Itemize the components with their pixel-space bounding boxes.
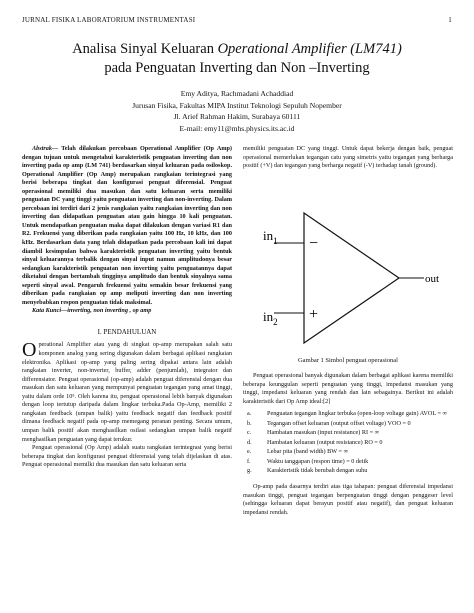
list-item: d. Hambatan keluaran (output resistance) RO = 0: [247, 438, 383, 446]
list-item: a. Penguatan tegangan lingkar terbuka (open-loop voltage gain) AVOL = ∞: [247, 410, 447, 418]
opamp-symbol-figure: [249, 198, 449, 358]
opamp-stages-paragraph: Op-amp pada dasarnya terdiri atas tiga tahapan: penguat diferensial impedansi masukan tinggi, penguat tegangan berpenguatan tinggi dengan penggeser level (sehingga keluaran dapat berayun positif atau negatif), dan penguat keluaran impedansi rendah.: [243, 483, 453, 516]
right-column-top: [243, 145, 453, 171]
section-heading: I. PENDAHULUAN: [97, 327, 157, 336]
abstract: [22, 145, 232, 307]
title-line1-italic: Operational Amplifier (LM741): [217, 41, 402, 57]
list-item: c. Hambatan masukan (input resistance) RI = ∞: [247, 429, 380, 437]
keywords: Kata Kunci—inverting, non inverting , op amp: [32, 307, 152, 315]
email: E-mail: emy11@mhs.physics.its.ac.id: [179, 123, 295, 133]
author-block: [0, 88, 474, 134]
journal-name: JURNAL FISIKA LABORATORIUM INSTRUMENTASI: [22, 16, 196, 24]
intro-continuation: memiliki penguatan DC yang tinggi. Untuk dapat bekerja dengan baik, penguat operasional memerlukan tegangan catu yang simetris yaitu tegangan yang berharga positif (+V) dan tegangan yang berharga negatif (-V) terhadap tanah (ground).: [243, 145, 453, 170]
running-header: [22, 16, 452, 24]
list-item: b. Tegangan offset keluaran (output offset voltage) VOO = 0: [247, 419, 411, 427]
right-column-bottom: [243, 372, 453, 517]
page-number: 1: [448, 16, 452, 24]
figure-caption: Gambar 1 Simbol penguat operasional: [297, 357, 398, 364]
address: Jl. Arief Rahman Hakim, Surabaya 60111: [173, 112, 301, 122]
list-item: e. Lebar pita (band width) BW = ∞: [247, 448, 348, 456]
input2-label: $in_2$: [263, 309, 278, 327]
title-line1: Analisa Sinyal Keluaran: [72, 41, 218, 57]
abstract-text: Telah dilakukan percobaan Operational Amplifier (Op Amp) dengan tujuan untuk mengetahui karakteristik penguatan inverting dan non inverting pada op amp (LM 741) berdasarkan sinyal keluaran pada osiloskop. Operational Amplifier (Op Amp) merupakan rangkaian terintegrasi yang berisi beberapa tingkat dan konfigurasi penguat diferensial. Penguat operasional memiliki dua masukan dan satu keluaran serta memiliki penguatan DC yang tinggi yaitu penguatan inverting dan non-inverting. Dalam percobaan ini terdiri dari 2 jenis rangkaian yaitu rangkaian inverting dan non inverting dan didapatkan penguatan atau gain hingga 10 kali penguatan. Untuk mendapatkan penguatan maka dapat dilakukan dengan variasi R1 dan R2. Frekuensi yang diberikan pada rangkaian yaitu 100 Hz, 10 kHz, dan 100 kHz. Berdasarkan data yang telah didapatkan pada percobaan kali ini dapat diambil kesimpulan bahwa karakteristik penguatan inverting yaitu bentuk sinyal keluarannya terbalik dengan sinyal input namun amplitudonya besar sedangkan karakteristik penguatan non inverting yaitu penguatannya dapat diketahui dengan bertambah tingginya amplitudo dan bentuk sinyalnya sama seperti sinyal awal. Pengaruh frekuensi yaitu semakin besar frekuensi yang diberikan pada rangkaian op amp meliputi inverting dan non inverting menyebabkan respon penguatan tidak maksimal.: [22, 145, 232, 306]
author-names: Emy Aditya, Rachmadani Achaddiad: [180, 89, 294, 98]
intro-paragraph-2: Penguat operasional (Op Amp) adalah suatu rangkaian terintegrasi yang berisi beberapa tingkat dan konfigurasi penguat diferensial yang telah dijelaskan di atas. Penguat operasional memilki dua masukan dan satu keluaran serta: [22, 444, 232, 469]
inverting-sign: −: [309, 235, 319, 252]
output-label: out: [425, 273, 440, 285]
ideal-intro-paragraph: Penguat operasional banyak digunakan dalam berbagai aplikasi karena memiliki beberapa keunggulan seperti penguatan yang tinggi, impedansi masukan yang tinggi, impedansi keluaran yang rendah dan lain sebagainya. Berikut ini adalah karakteristik dari Op Amp ideal:[2]: [243, 372, 453, 405]
ideal-characteristics-list: [243, 410, 453, 476]
input1-label: $in_1$: [263, 228, 278, 246]
title-line2: pada Penguatan Inverting dan Non –Inverting: [104, 60, 370, 76]
abstract-label: Abstrak—: [32, 145, 59, 152]
drop-cap: O: [22, 339, 37, 362]
intro-paragraph-1: [22, 341, 232, 444]
intro-text-1: perational Amplifier atau yang di singkat op-amp merupakan salah satu komponen analog yang sering digunakan dalam berbagai aplikasi rangkaian elektronika. Aplikasi op-amp yang paling sering dipakai antara lain adalah rangkaian inverter, non-inverter, buffer, adder (penjumlah), integrator dan differensiator. Penguat operasional (op-amp) adalah penguat diferensial dengan dua masukan dan satu keluaran yang mempunyai penguatan tegangan yang amat tinggi, yaitu dalam orde 10⁵. Oleh karena itu, penguat operasional lebih banyak digunakan dengan loop tertutup daripada dalam lingkar terbuka.Pada Op-Amp, memiliki 2 rangkaian feedback (umpan balik) yaitu feedback negatif dan feedback positif dimana feedback negatif pada op-amp memegang peranan penting. Secara umum, umpan balik positif akan menghasilkan osilasi sedangkan umpan balik negatif menghasilkan penguatan yang dapat terukur.: [22, 341, 232, 443]
list-item: f. Waktu tanggapan (respon time) = 0 detik: [247, 457, 369, 465]
left-column: [22, 145, 232, 470]
noninverting-sign: +: [309, 306, 319, 323]
list-item: g. Karakteristik tidak berubah dengan suhu: [247, 467, 368, 475]
paper-title: [20, 40, 454, 78]
affiliation: Jurusan Fisika, Fakultas MIPA Institut Teknologi Sepuluh Nopember: [132, 100, 342, 110]
opamp-triangle: [304, 213, 399, 343]
